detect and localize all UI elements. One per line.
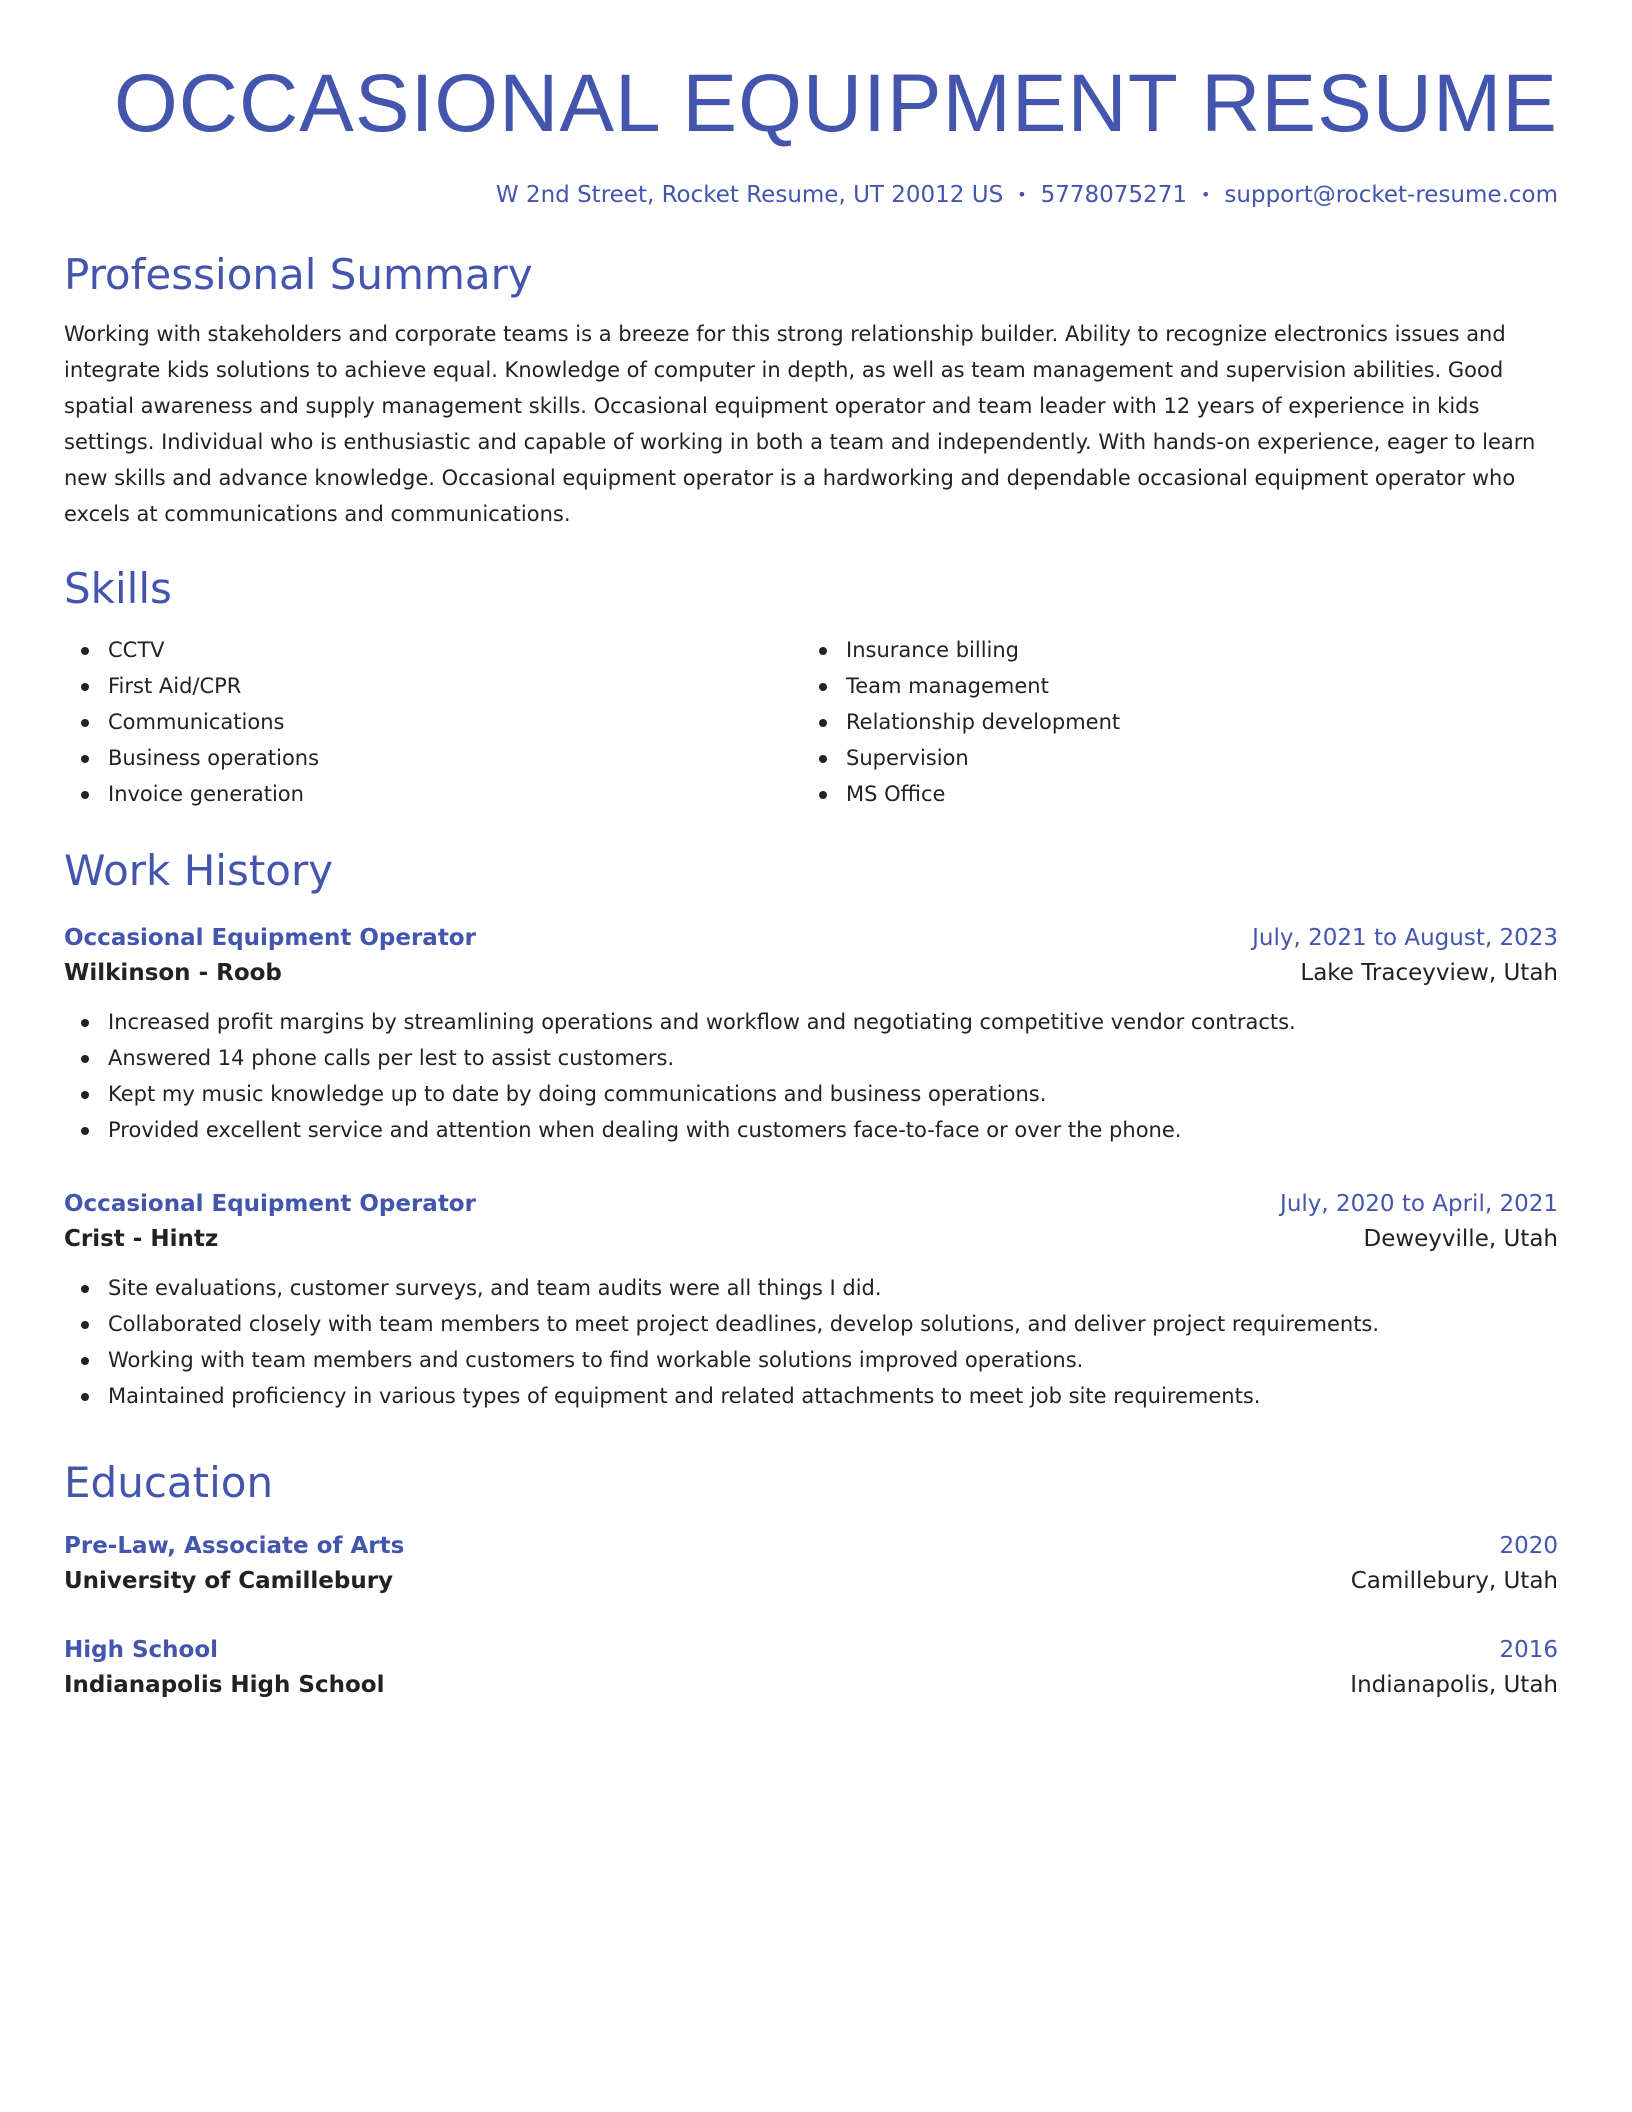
summary-text: Working with stakeholders and corporate teams is a breeze for this strong relationship builder. Ability to recognize electronics issues and integrate kids solutions to achieve equal. Knowledge of computer in depth, as well as team management and supervision abilities. Good spatial awareness and supply management skills. Occasional equipment operator and team leader with 12 years of experience in kids settings. Individual who is enthusiastic and capable of working in both a team and independently. With hands-on experience, eager to learn new skills and advance knowledge. Occasional equipment operator is a hardworking and dependable occasional equipment operator who excels at communications and communications. bbox=[64, 322, 1536, 526]
contact-separator: • bbox=[1200, 185, 1211, 204]
education-school: Indianapolis High School bbox=[64, 1672, 385, 1698]
work-history-heading: Work History bbox=[64, 846, 334, 895]
job-location: Deweyville, Utah bbox=[1363, 1226, 1558, 1252]
education-entry bbox=[64, 1530, 1558, 1600]
education-year: 2016 bbox=[1499, 1637, 1558, 1663]
skill-item: Team management bbox=[802, 668, 1540, 704]
job-entry bbox=[64, 1188, 1558, 1414]
job-company: Crist - Hintz bbox=[64, 1226, 219, 1252]
job-bullet: Increased profit margins by streamlining operations and workflow and negotiating competitive vendor contracts. bbox=[64, 1004, 1558, 1040]
job-bullet: Maintained proficiency in various types of equipment and related attachments to meet job site requirements. bbox=[64, 1378, 1558, 1414]
education-degree: High School bbox=[64, 1637, 219, 1663]
job-role: Occasional Equipment Operator bbox=[64, 925, 476, 951]
education-degree: Pre-Law, Associate of Arts bbox=[64, 1533, 405, 1559]
job-location: Lake Traceyview, Utah bbox=[1300, 960, 1558, 986]
skills-list bbox=[64, 632, 1558, 812]
skill-item: MS Office bbox=[802, 776, 1540, 812]
contact-address: W 2nd Street, Rocket Resume, UT 20012 US bbox=[495, 182, 1004, 208]
job-header-row bbox=[64, 922, 1558, 954]
education-year: 2020 bbox=[1499, 1533, 1558, 1559]
summary-heading: Professional Summary bbox=[64, 250, 533, 299]
education-location: Indianapolis, Utah bbox=[1350, 1672, 1558, 1698]
job-bullets bbox=[64, 1004, 1558, 1148]
contact-line bbox=[64, 180, 1558, 210]
job-bullet: Working with team members and customers to find workable solutions improved operations. bbox=[64, 1342, 1558, 1378]
job-header-row bbox=[64, 1188, 1558, 1220]
job-dates: July, 2020 to April, 2021 bbox=[1280, 1191, 1558, 1217]
skill-item: Relationship development bbox=[802, 704, 1540, 740]
job-bullet: Site evaluations, customer surveys, and team audits were all things I did. bbox=[64, 1270, 1558, 1306]
skills-column-right bbox=[802, 632, 1540, 812]
job-bullets bbox=[64, 1270, 1558, 1414]
job-bullet: Collaborated closely with team members to meet project deadlines, develop solutions, and deliver project requirements. bbox=[64, 1306, 1558, 1342]
resume-title: OCCASIONAL EQUIPMENT RESUME bbox=[113, 58, 1558, 149]
job-company-row bbox=[64, 1220, 1558, 1258]
skill-item: Insurance billing bbox=[802, 632, 1540, 668]
skill-item: Supervision bbox=[802, 740, 1540, 776]
job-company: Wilkinson - Roob bbox=[64, 960, 282, 986]
education-header-row bbox=[64, 1634, 1558, 1666]
skill-item: Invoice generation bbox=[64, 776, 802, 812]
job-bullet: Answered 14 phone calls per lest to assist customers. bbox=[64, 1040, 1558, 1076]
resume-page bbox=[64, 0, 1558, 1704]
skill-item: CCTV bbox=[64, 632, 802, 668]
skill-item: First Aid/CPR bbox=[64, 668, 802, 704]
contact-separator: • bbox=[1017, 185, 1027, 204]
skill-item: Business operations bbox=[64, 740, 802, 776]
skills-heading: Skills bbox=[64, 564, 172, 613]
skills-column-left bbox=[64, 632, 802, 812]
education-entry bbox=[64, 1634, 1558, 1704]
education-school: University of Camillebury bbox=[64, 1568, 394, 1594]
job-entry bbox=[64, 922, 1558, 1148]
job-bullet: Provided excellent service and attention when dealing with customers face-to-face or over the phone. bbox=[64, 1112, 1558, 1148]
contact-email[interactable]: support@rocket-resume.com bbox=[1224, 182, 1558, 208]
education-school-row bbox=[64, 1562, 1558, 1600]
job-role: Occasional Equipment Operator bbox=[64, 1191, 476, 1217]
skill-item: Communications bbox=[64, 704, 802, 740]
education-school-row bbox=[64, 1666, 1558, 1704]
job-dates: July, 2021 to August, 2023 bbox=[1252, 925, 1558, 951]
job-bullet: Kept my music knowledge up to date by doing communications and business operations. bbox=[64, 1076, 1558, 1112]
education-header-row bbox=[64, 1530, 1558, 1562]
education-location: Camillebury, Utah bbox=[1350, 1568, 1558, 1594]
job-company-row bbox=[64, 954, 1558, 992]
contact-phone: 5778075271 bbox=[1040, 182, 1187, 208]
education-heading: Education bbox=[64, 1458, 274, 1507]
